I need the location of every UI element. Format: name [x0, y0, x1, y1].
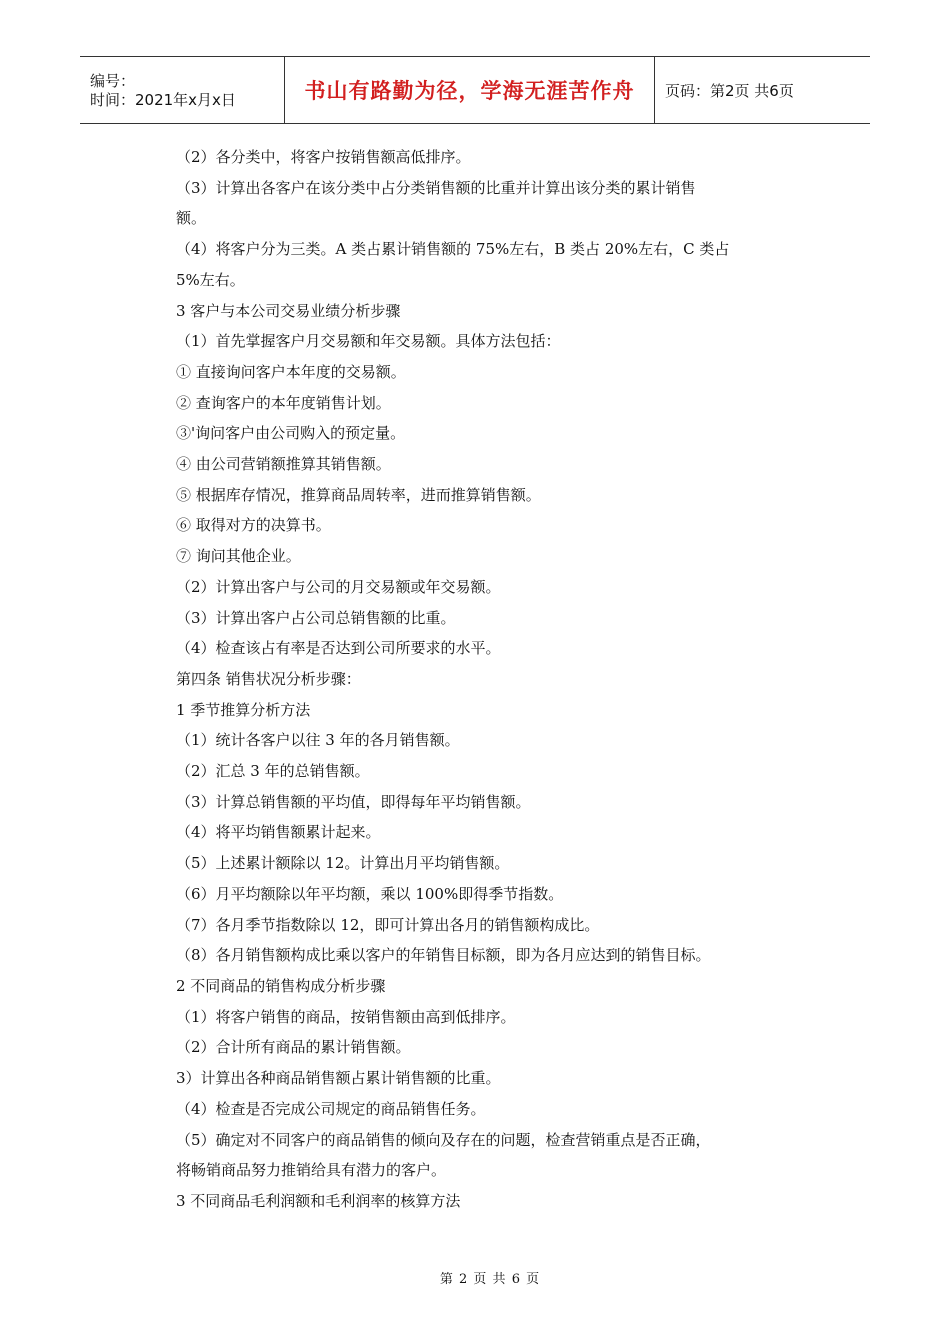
text-line: ④ 由公司营销额推算其销售额。 — [176, 455, 391, 474]
section-heading: 3 客户与本公司交易业绩分析步骤 — [176, 301, 401, 320]
text-line: （1）统计各客户以往 3 年的各月销售额。 — [176, 731, 460, 750]
text-line: （2）汇总 3 年的总销售额。 — [176, 762, 370, 781]
text-line: （8）各月销售额构成比乘以客户的年销售目标额，即为各月应达到的销售目标。 — [176, 946, 711, 965]
text-line: ⑤ 根据库存情况，推算商品周转率，进而推算销售额。 — [176, 485, 541, 504]
text-line: （3）计算总销售额的平均值，即得每年平均销售额。 — [176, 792, 531, 811]
text-line: （4）检查是否完成公司规定的商品销售任务。 — [176, 1099, 486, 1118]
text-line: ⑦ 询问其他企业。 — [176, 547, 301, 566]
section-heading: 1 季节推算分析方法 — [176, 700, 311, 719]
header-meta — [80, 57, 284, 123]
text-line: 5%左右。 — [176, 270, 245, 289]
text-line: ① 直接询问客户本年度的交易额。 — [176, 362, 406, 381]
document-number-label: 编号： — [90, 72, 136, 90]
text-line: （4）将平均销售额累计起来。 — [176, 823, 381, 842]
text-line: （5）上述累计额除以 12。计算出月平均销售额。 — [176, 854, 510, 873]
text-line: （5）确定对不同客户的商品销售的倾向及存在的问题，检查营销重点是否正确， — [176, 1130, 711, 1149]
article-heading: 第四条 销售状况分析步骤： — [176, 669, 361, 688]
text-line: ② 查询客户的本年度销售计划。 — [176, 393, 391, 412]
text-line: ⑥ 取得对方的决算书。 — [176, 516, 331, 535]
text-line: ③'询问客户由公司购入的预定量。 — [176, 424, 406, 443]
text-line: （3）计算出客户占公司总销售额的比重。 — [176, 608, 456, 627]
header-motto: 书山有路勤为径，学海无涯苦作舟 — [284, 57, 655, 123]
text-line: （2）各分类中，将客户按销售额高低排序。 — [176, 148, 471, 166]
text-line: （2）计算出客户与公司的月交易额或年交易额。 — [176, 577, 501, 596]
text-line: （6）月平均额除以年平均额，乘以 100%即得季节指数。 — [176, 884, 564, 903]
text-line: （7）各月季节指数除以 12，即可计算出各月的销售额构成比。 — [176, 915, 600, 934]
text-line: （4）检查该占有率是否达到公司所要求的水平。 — [176, 639, 501, 658]
section-heading: 3 不同商品毛利润额和毛利润率的核算方法 — [176, 1191, 461, 1210]
document-body — [176, 142, 786, 1217]
text-line: （2）合计所有商品的累计销售额。 — [176, 1038, 411, 1057]
text-line: （1）首先掌握客户月交易额和年交易额。具体方法包括： — [176, 332, 561, 351]
text-line: （4）将客户分为三类。A 类占累计销售额的 75%左右，B 类占 20%左右，C 类占 — [176, 240, 730, 259]
document-date: 时间：2021年x月x日 — [90, 91, 236, 109]
text-line: 将畅销商品努力推销给具有潜力的客户。 — [176, 1161, 447, 1180]
text-line: （3）计算出各客户在该分类中占分类销售额的比重并计算出该分类的累计销售 — [176, 178, 696, 197]
page-header — [80, 56, 870, 124]
header-page-info: 页码：第2页 共6页 — [665, 81, 794, 100]
text-line: 额。 — [176, 209, 207, 228]
text-line: （1）将客户销售的商品，按销售额由高到低排序。 — [176, 1007, 516, 1026]
text-line: 3）计算出各种商品销售额占累计销售额的比重。 — [176, 1069, 501, 1088]
section-heading: 2 不同商品的销售构成分析步骤 — [176, 976, 386, 995]
page-footer: 第 2 页 共 6 页 — [439, 1272, 541, 1287]
